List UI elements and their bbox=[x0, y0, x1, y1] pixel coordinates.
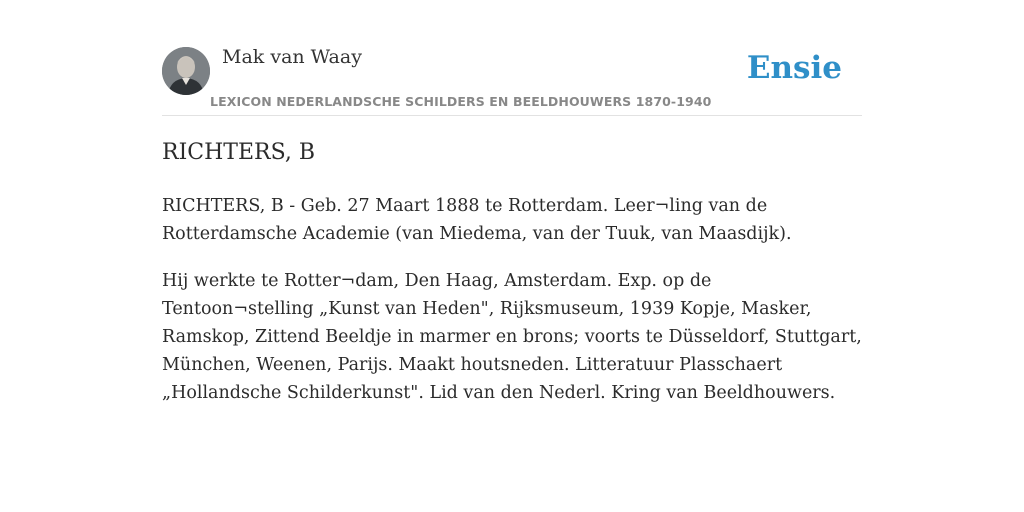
paragraph-1: RICHTERS, B - Geb. 27 Maart 1888 te Rotterdam. Leer¬ling van de Rotterdamsche Academie (van Miedema, van der Tuuk, van Maasdijk). bbox=[162, 196, 792, 244]
author-avatar[interactable] bbox=[162, 47, 210, 95]
article-body bbox=[162, 192, 864, 426]
ensie-logo[interactable]: Ensie bbox=[746, 50, 842, 86]
lexicon-subtitle[interactable]: LEXICON NEDERLANDSCHE SCHILDERS EN BEELDHOUWERS 1870-1940 bbox=[210, 94, 712, 109]
header-divider bbox=[162, 115, 862, 116]
portrait-icon bbox=[162, 47, 210, 95]
paragraph-2: Hij werkte te Rotter¬dam, Den Haag, Amsterdam. Exp. op de Tentoon¬stelling „Kunst van Heden", Rijksmuseum, 1939 Kopje, Masker, Ramskop, Zittend Beeldje in marmer en brons; voorts te Düsseldorf, Stuttgart, München, Weenen, Parijs. Maakt houtsneden. Litteratuur Plasschaert „Hollandsche Schilderkunst". Lid van den Nederl. Kring van Beeldhouwers. bbox=[162, 271, 862, 403]
page-title: RICHTERS, B bbox=[162, 140, 316, 165]
author-name[interactable]: Mak van Waay bbox=[222, 46, 362, 68]
